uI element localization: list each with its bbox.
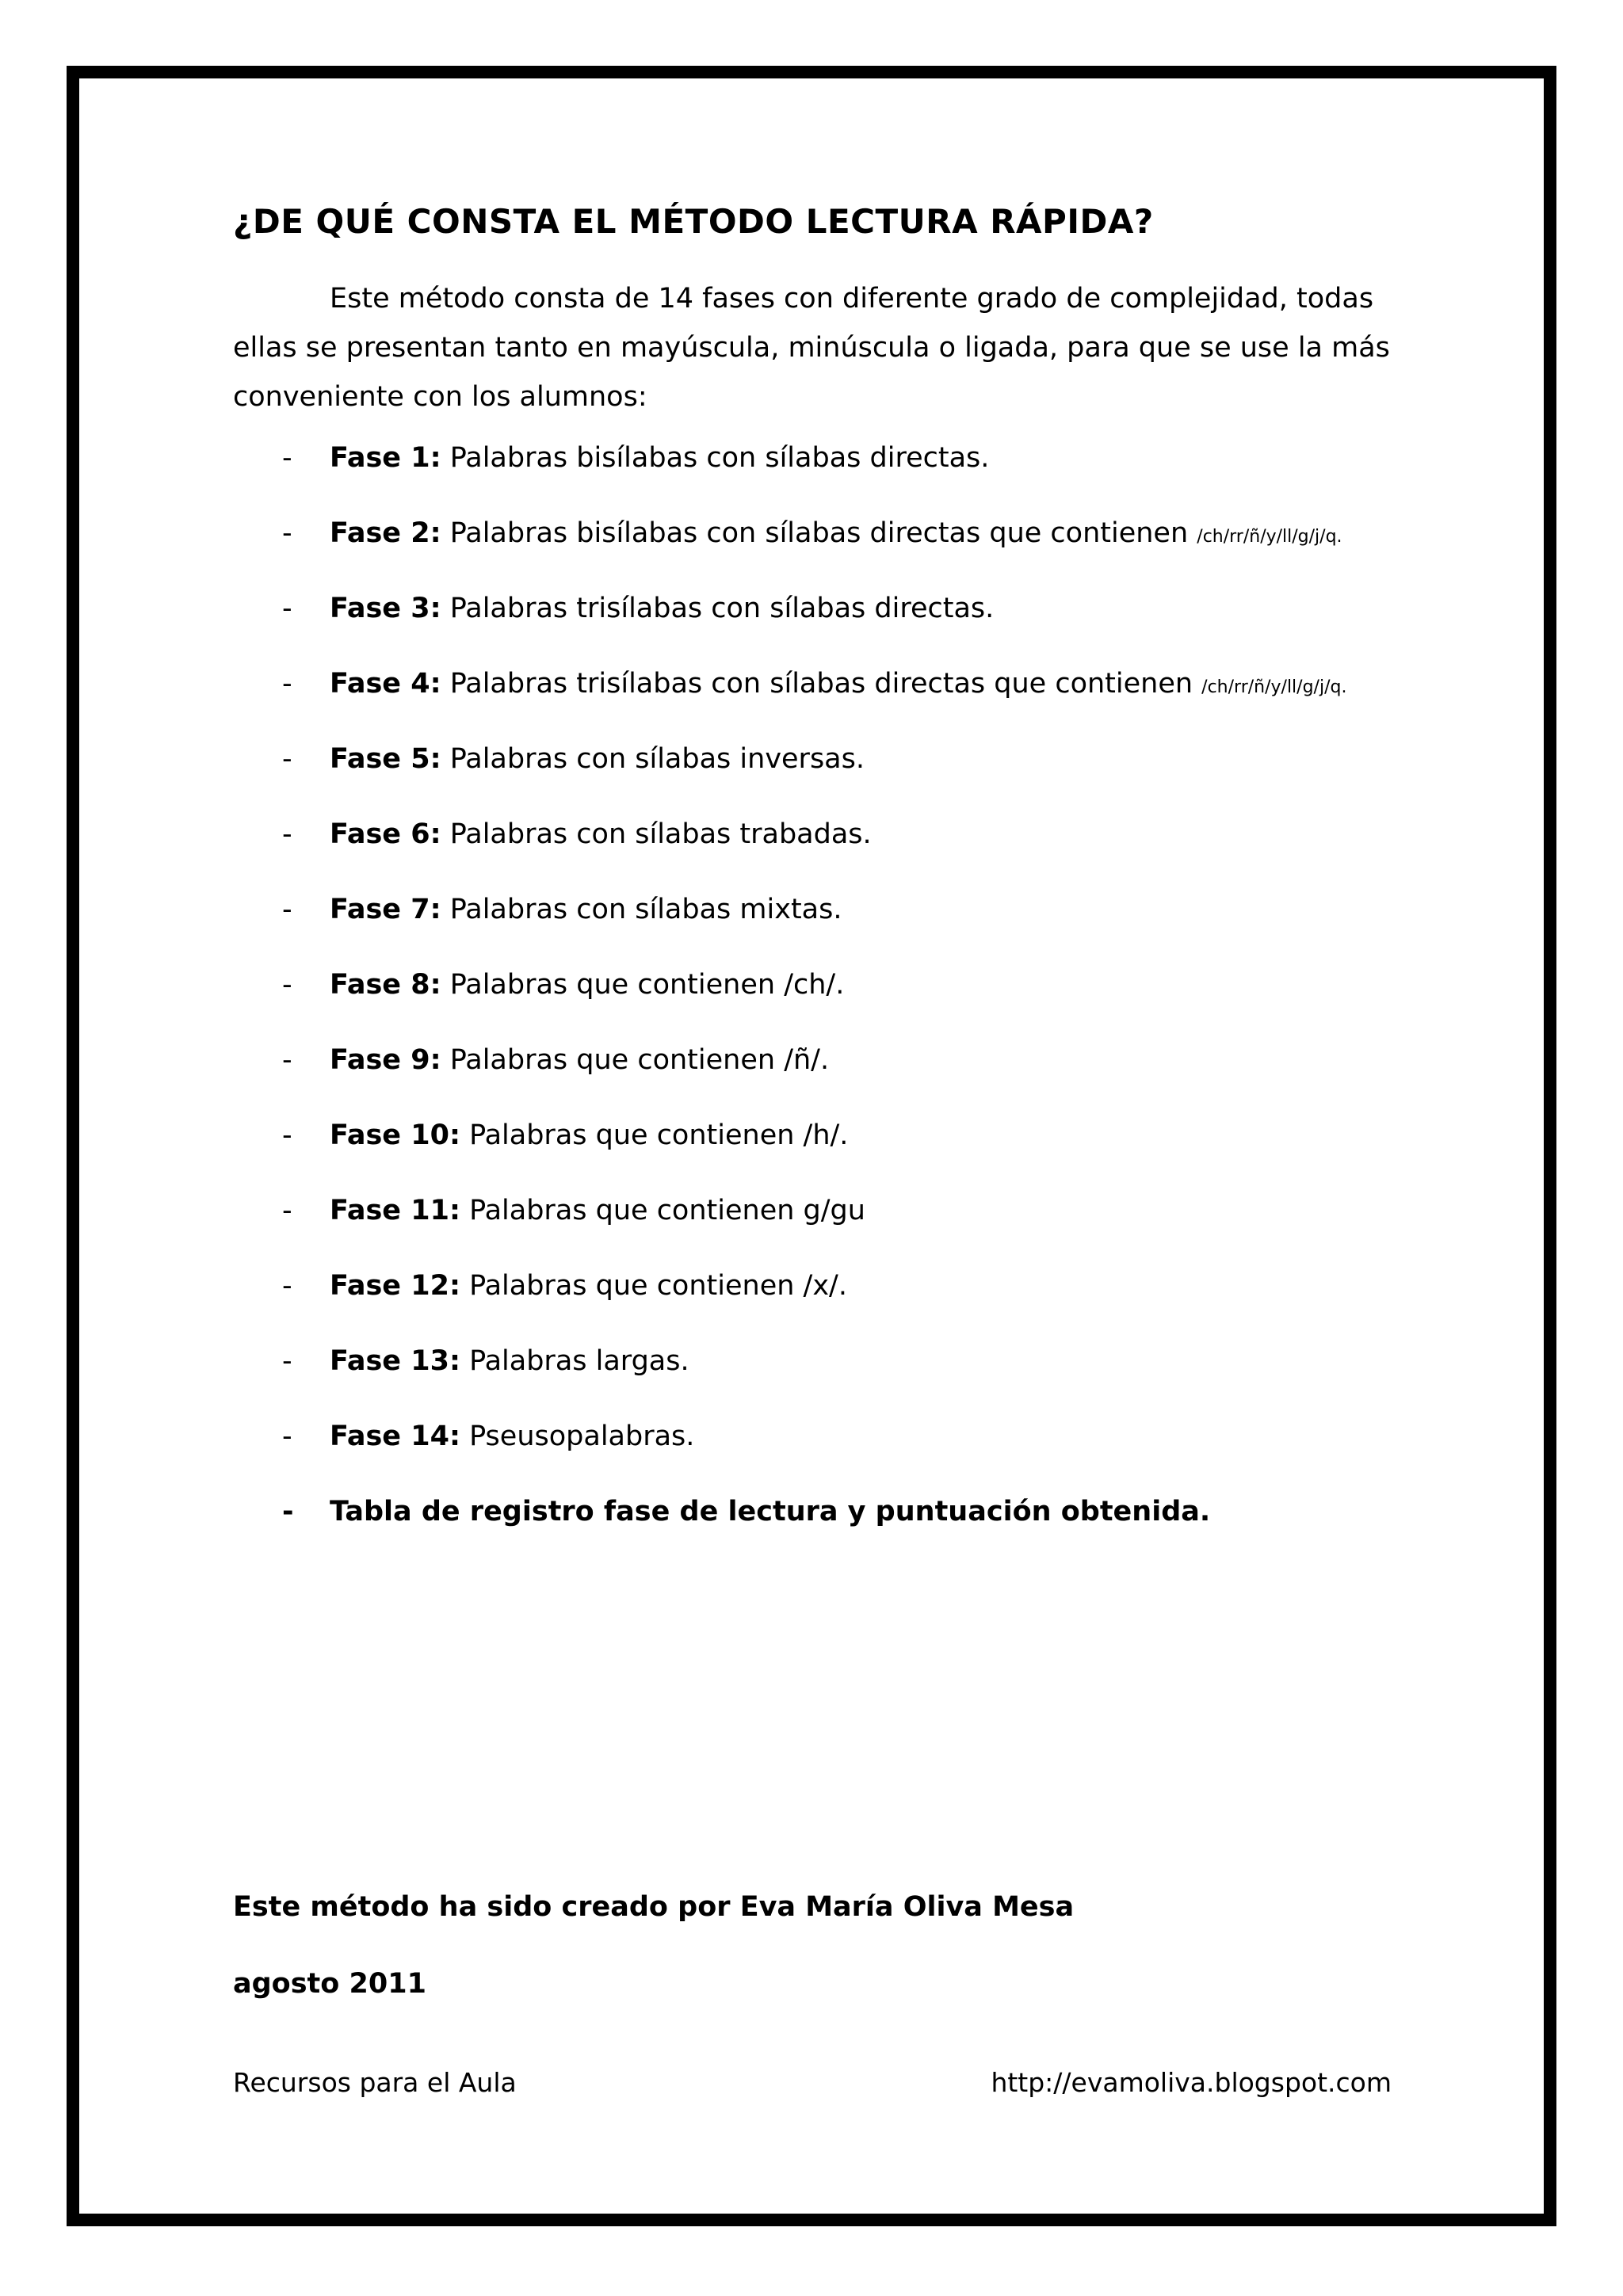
phase-description: Palabras bisílabas con sílabas directas. bbox=[441, 442, 990, 474]
list-item bbox=[233, 1192, 1398, 1267]
list-item bbox=[233, 891, 1398, 966]
phase-name: Fase 6: bbox=[330, 818, 441, 850]
list-item bbox=[233, 514, 1398, 589]
date-line: agosto 2011 bbox=[233, 1968, 426, 2000]
list-bullet: - bbox=[282, 1044, 292, 1076]
list-bullet: - bbox=[282, 1496, 294, 1527]
footer-left-text: Recursos para el Aula bbox=[233, 2067, 517, 2098]
phase-name: Fase 2: bbox=[330, 517, 441, 549]
phase-name: Fase 9: bbox=[330, 1044, 441, 1076]
phase-name: Fase 8: bbox=[330, 969, 441, 1001]
intro-paragraph: Este método consta de 14 fases con diferente grado de complejidad, todas ellas se presentan tanto en mayúscula, minúscula o ligada, para que se use la más conveniente con los alumnos: bbox=[233, 283, 1390, 413]
list-bullet: - bbox=[282, 1270, 292, 1302]
phase-description: Palabras bisílabas con sílabas directas que contienen bbox=[441, 517, 1197, 549]
phase-description: Pseusopalabras. bbox=[460, 1421, 695, 1452]
phase-name: Fase 13: bbox=[330, 1345, 460, 1377]
list-item-final bbox=[233, 1493, 1398, 1568]
phase-name: Fase 11: bbox=[330, 1195, 460, 1226]
phase-description: Palabras que contienen g/gu bbox=[460, 1195, 865, 1226]
phase-name: Fase 7: bbox=[330, 894, 441, 925]
footer-url: http://evamoliva.blogspot.com bbox=[991, 2067, 1392, 2098]
list-item bbox=[233, 1267, 1398, 1342]
phase-name: Fase 5: bbox=[330, 743, 441, 775]
list-bullet: - bbox=[282, 668, 292, 700]
list-item bbox=[233, 589, 1398, 665]
phase-letters: /ch/rr/ñ/y/ll/g/j/q. bbox=[1197, 527, 1342, 547]
list-bullet: - bbox=[282, 818, 292, 850]
phase-name: Fase 1: bbox=[330, 442, 441, 474]
phase-description: Palabras trisílabas con sílabas directas. bbox=[441, 593, 995, 624]
phase-name: Fase 4: bbox=[330, 668, 441, 700]
list-bullet: - bbox=[282, 517, 292, 549]
list-bullet: - bbox=[282, 1421, 292, 1452]
list-item bbox=[233, 815, 1398, 891]
list-bullet: - bbox=[282, 1195, 292, 1226]
phase-description: Palabras que contienen /h/. bbox=[460, 1119, 849, 1151]
list-item bbox=[233, 1041, 1398, 1116]
phase-description: Palabras trisílabas con sílabas directas que contienen bbox=[441, 668, 1202, 700]
phase-description: Palabras que contienen /ñ/. bbox=[441, 1044, 830, 1076]
phase-name: Fase 12: bbox=[330, 1270, 460, 1302]
list-item bbox=[233, 1342, 1398, 1417]
list-bullet: - bbox=[282, 593, 292, 624]
document-body bbox=[233, 190, 1398, 1568]
list-item bbox=[233, 1417, 1398, 1493]
list-bullet: - bbox=[282, 1345, 292, 1377]
list-bullet: - bbox=[282, 743, 292, 775]
phase-name: Fase 14: bbox=[330, 1421, 460, 1452]
phase-letters: /ch/rr/ñ/y/ll/g/j/q. bbox=[1201, 677, 1347, 697]
phase-description: Palabras que contienen /ch/. bbox=[441, 969, 845, 1001]
phase-list bbox=[233, 439, 1398, 1568]
document-title: ¿DE QUÉ CONSTA EL MÉTODO LECTURA RÁPIDA? bbox=[233, 202, 1154, 241]
list-bullet: - bbox=[282, 1119, 292, 1151]
list-item bbox=[233, 966, 1398, 1041]
list-item bbox=[233, 665, 1398, 740]
phase-name: Fase 3: bbox=[330, 593, 441, 624]
list-bullet: - bbox=[282, 969, 292, 1001]
list-item bbox=[233, 740, 1398, 815]
author-line: Este método ha sido creado por Eva María Oliva Mesa bbox=[233, 1891, 1075, 1923]
list-item bbox=[233, 1116, 1398, 1192]
final-item-text: Tabla de registro fase de lectura y puntuación obtenida. bbox=[330, 1496, 1211, 1527]
list-bullet: - bbox=[282, 894, 292, 925]
phase-description: Palabras con sílabas inversas. bbox=[441, 743, 865, 775]
phase-description: Palabras con sílabas mixtas. bbox=[441, 894, 842, 925]
phase-description: Palabras que contienen /x/. bbox=[460, 1270, 847, 1302]
list-item bbox=[233, 439, 1398, 514]
phase-description: Palabras largas. bbox=[460, 1345, 689, 1377]
phase-description: Palabras con sílabas trabadas. bbox=[441, 818, 872, 850]
phase-name: Fase 10: bbox=[330, 1119, 460, 1151]
list-bullet: - bbox=[282, 442, 292, 474]
